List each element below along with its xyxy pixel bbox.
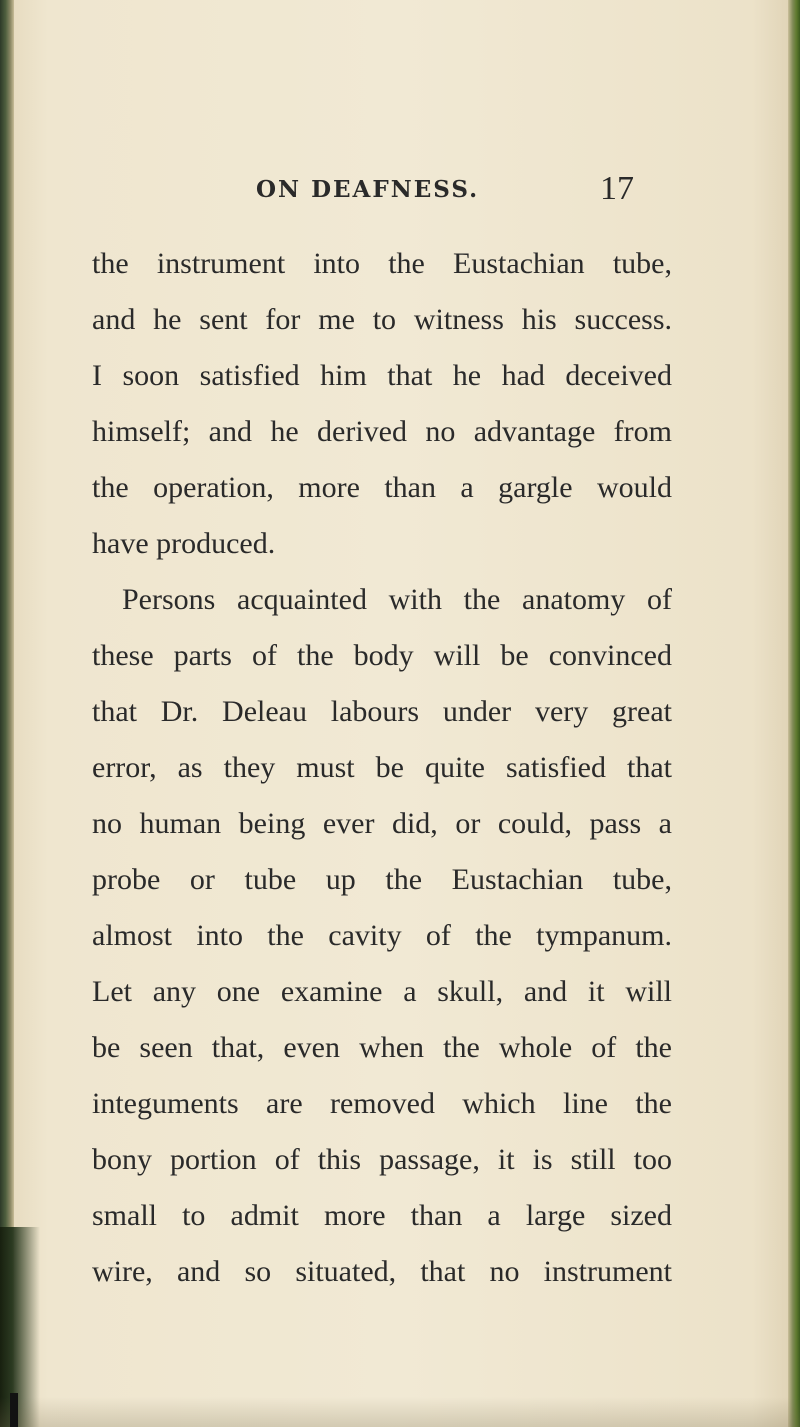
text-line: the operation, more than a gargle would <box>92 471 672 504</box>
text-line: the instrument into the Eustachian tube, <box>92 247 672 280</box>
text-line: no human being ever did, or could, pass a <box>92 807 672 840</box>
text-line: small to admit more than a large sized <box>92 1199 672 1232</box>
right-binding-edge <box>788 0 800 1427</box>
text-line: Persons acquainted with the anatomy of <box>122 583 672 616</box>
text-line: these parts of the body will be convinced <box>92 639 672 672</box>
text-line: almost into the cavity of the tympanum. <box>92 919 672 952</box>
text-line: have produced. <box>92 527 276 560</box>
text-line: Let any one examine a skull, and it will <box>92 975 672 1008</box>
corner-mark <box>10 1393 18 1427</box>
text-line: that Dr. Deleau labours under very great <box>92 695 672 728</box>
running-head: ON DEAFNESS. <box>256 176 480 203</box>
text-line: probe or tube up the Eustachian tube, <box>92 863 672 896</box>
bottom-shadow <box>0 1397 800 1427</box>
page-number: 17 <box>600 170 634 207</box>
page-header <box>256 170 656 220</box>
body-text <box>92 236 672 1300</box>
text-line: bony portion of this passage, it is still too <box>92 1143 672 1176</box>
text-line: error, as they must be quite satisfied that <box>92 751 672 784</box>
text-line: wire, and so situated, that no instrument <box>92 1255 672 1288</box>
text-line: be seen that, even when the whole of the <box>92 1031 672 1064</box>
text-line: himself; and he derived no advantage from <box>92 415 672 448</box>
text-line: integuments are removed which line the <box>92 1087 672 1120</box>
text-line: I soon satisfied him that he had deceived <box>92 359 672 392</box>
text-line: and he sent for me to witness his success. <box>92 303 672 336</box>
left-binding-edge <box>0 0 14 1427</box>
